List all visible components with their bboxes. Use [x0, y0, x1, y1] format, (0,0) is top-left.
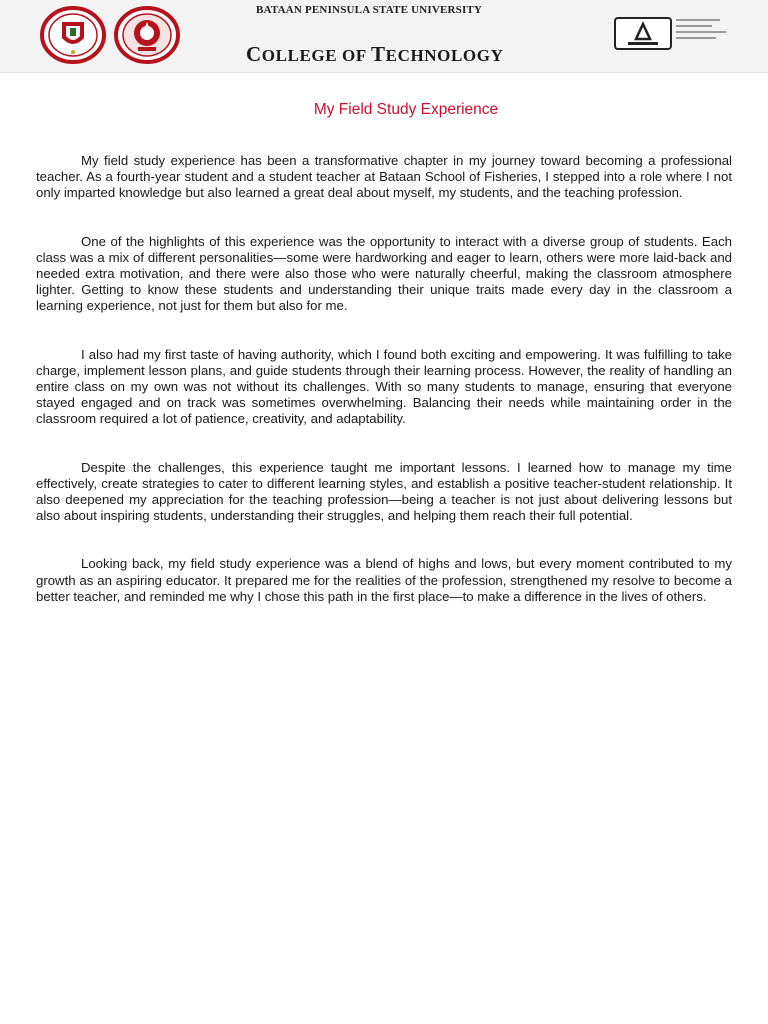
- paragraph-4: Despite the challenges, this experience taught me important lessons. I learned how to manage my time effectively, create strategies to cater to different learning styles, and establish a positive teacher-student relationship. It also deepened my appreciation for the teaching profession—being a teacher is not just about delivering lessons but also about inspiring students, understanding their struggles, and helping them reach their full potential.: [36, 459, 732, 524]
- letterhead: [0, 0, 768, 73]
- college-name-segment: OLLEGE OF: [261, 46, 372, 65]
- university-seal-icon: [40, 6, 106, 64]
- certification-fine-print: [676, 19, 728, 43]
- paragraph-1: My field study experience has been a transformative chapter in my journey toward becoming a professional teacher. As a fourth-year student and a student teacher at Bataan School of Fisheries, I stepped into a role where I not only imparted knowledge but also learned a great deal about myself, my students, and the teaching profession.: [36, 153, 732, 201]
- certification-badge-icon: [614, 17, 672, 50]
- document-body: [36, 153, 732, 637]
- paragraph-3: I also had my first taste of having authority, which I found both exciting and empowering. It was fulfilling to take charge, implement lesson plans, and guide students through their learning process. However, the reality of handling an entire class on my own was not without its challenges. With so many students to manage, ensuring that everyone stayed engaged and on track was sometimes overwhelming. Balancing their needs while maintaining order in the classroom required a lot of patience, creativity, and adaptability.: [36, 346, 732, 427]
- document-title: My Field Study Experience: [313, 101, 499, 118]
- college-name-initial-t: T: [371, 42, 386, 66]
- college-name: [246, 42, 503, 67]
- paragraph-5: Looking back, my field study experience was a blend of highs and lows, but every moment contributed to my growth as an aspiring educator. It prepared me for the realities of the profession, strengthened my resolve to become a better teacher, and reminded me why I chose this path in the first place—to make a difference in the lives of others.: [36, 556, 732, 604]
- paragraph-2: One of the highlights of this experience was the opportunity to interact with a diverse group of students. Each class was a mix of different personalities—some were hardworking and eager to learn, others were more laid-back and needed extra motivation, and there were also those who were naturally cheerful, making the classroom atmosphere lighter. Getting to know these students and understanding their unique traits made every day in the classroom a learning experience, not just for them but also for me.: [36, 233, 732, 314]
- college-seal-icon: [114, 6, 180, 64]
- college-name-segment-end: ECHNOLOGY: [385, 46, 504, 65]
- college-name-initial-c: C: [246, 42, 262, 66]
- university-name: BATAAN PENINSULA STATE UNIVERSITY: [256, 4, 483, 16]
